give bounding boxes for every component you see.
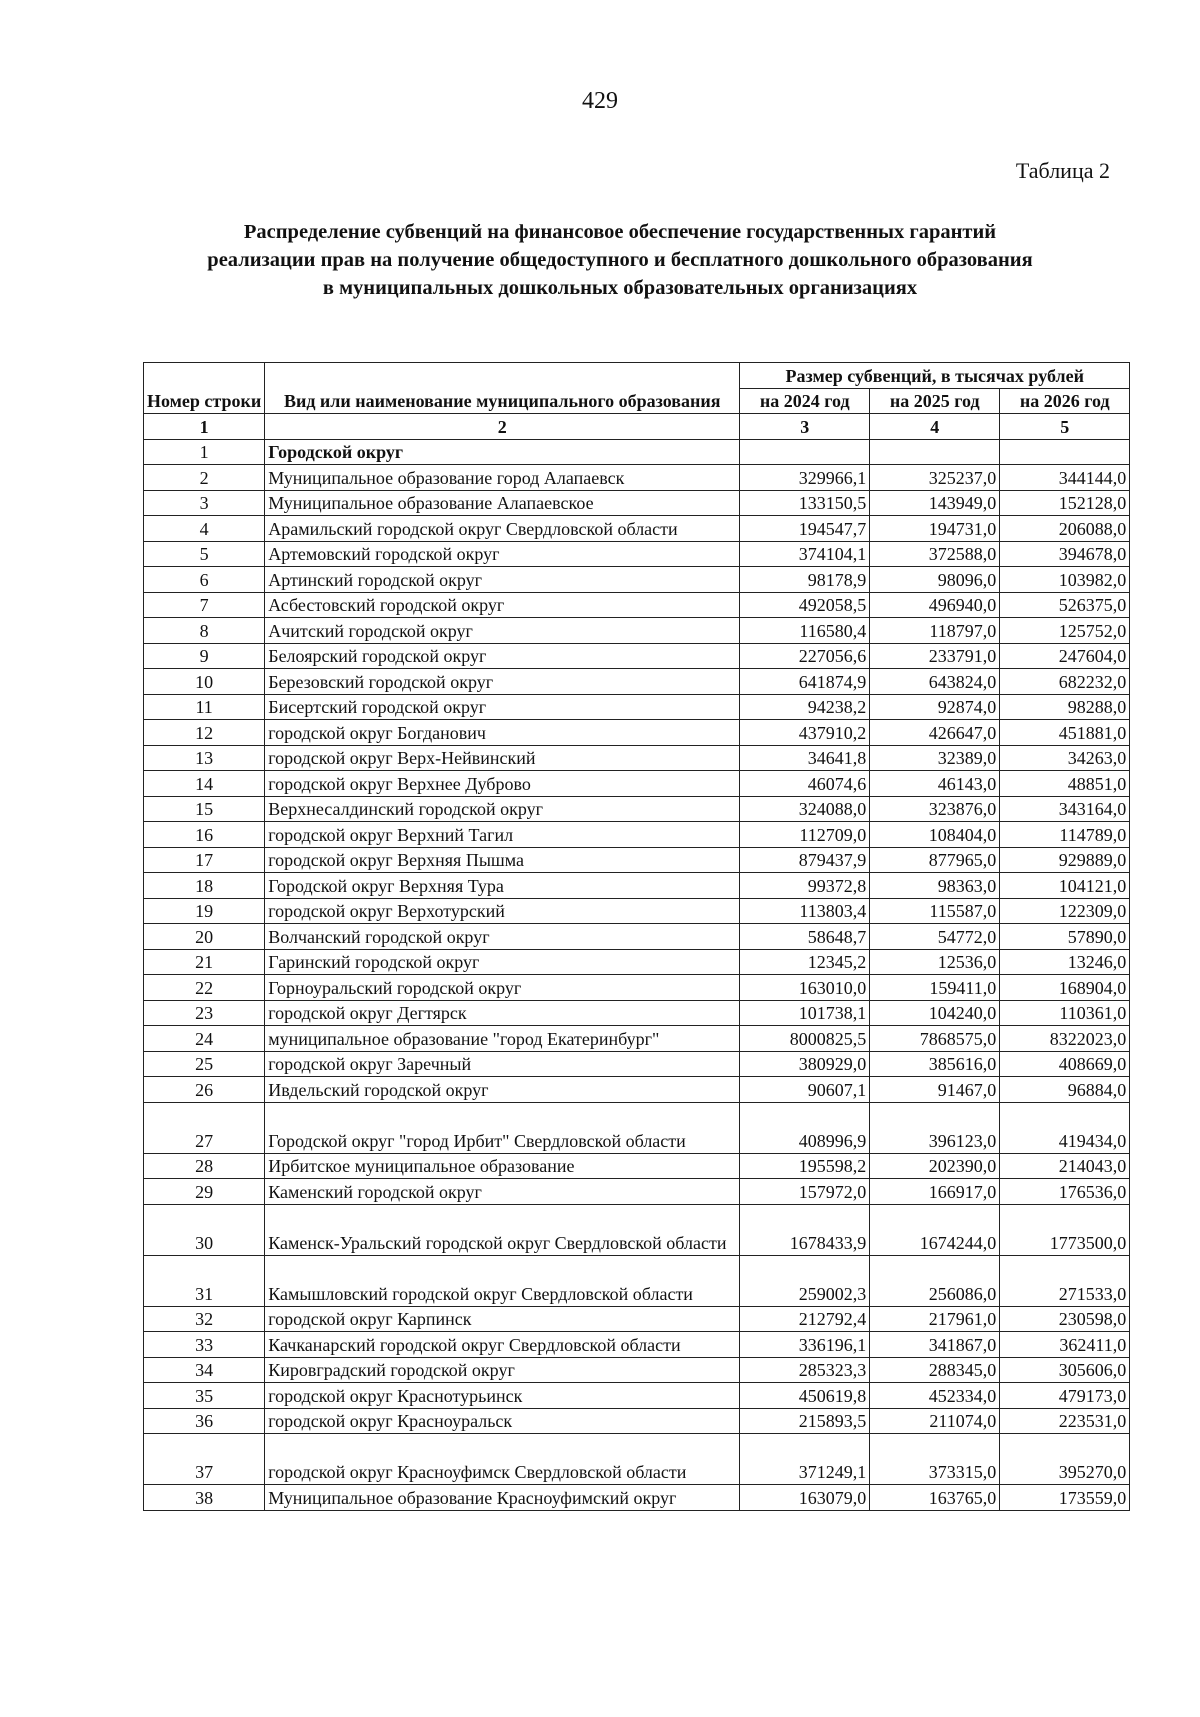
amount-2024: 408996,9 [740, 1102, 870, 1153]
municipality-name: городской округ Верхний Тагил [265, 822, 740, 848]
row-number: 10 [144, 669, 265, 695]
table-row [144, 1153, 1130, 1179]
amount-2024: 163079,0 [740, 1485, 870, 1511]
row-number: 26 [144, 1077, 265, 1103]
table-row [144, 669, 1130, 695]
row-number: 7 [144, 592, 265, 618]
table-row [144, 1306, 1130, 1332]
amount-2024: 116580,4 [740, 618, 870, 644]
amount-2024: 101738,1 [740, 1000, 870, 1026]
table-row [144, 1434, 1130, 1485]
amount-2026: 1773500,0 [1000, 1204, 1130, 1255]
amount-2025: 426647,0 [870, 720, 1000, 746]
amount-2024: 1678433,9 [740, 1204, 870, 1255]
amount-2024: 163010,0 [740, 975, 870, 1001]
amount-2026: 479173,0 [1000, 1383, 1130, 1409]
table-row [144, 1077, 1130, 1103]
municipality-name: городской округ Красноуфимск Свердловской области [265, 1434, 740, 1485]
table-row [144, 1408, 1130, 1434]
amount-2024: 212792,4 [740, 1306, 870, 1332]
municipality-name: Ачитский городской округ [265, 618, 740, 644]
amount-2025: 115587,0 [870, 898, 1000, 924]
page-number: 429 [582, 88, 618, 114]
amount-2026: 57890,0 [1000, 924, 1130, 950]
amount-2025: 372588,0 [870, 541, 1000, 567]
municipality-name: Гаринский городской округ [265, 949, 740, 975]
amount-2025: 217961,0 [870, 1306, 1000, 1332]
table-row [144, 1051, 1130, 1077]
table-row [144, 745, 1130, 771]
municipality-name: Верхнесалдинский городской округ [265, 796, 740, 822]
table-row [144, 1026, 1130, 1052]
municipality-name: Горноуральский городской округ [265, 975, 740, 1001]
amount-2025: 202390,0 [870, 1153, 1000, 1179]
amount-2024: 227056,6 [740, 643, 870, 669]
amount-2026: 343164,0 [1000, 796, 1130, 822]
row-number: 16 [144, 822, 265, 848]
row-number: 38 [144, 1485, 265, 1511]
row-number: 14 [144, 771, 265, 797]
amount-2024: 99372,8 [740, 873, 870, 899]
table-row [144, 1179, 1130, 1205]
amount-2024: 450619,8 [740, 1383, 870, 1409]
amount-2025: 166917,0 [870, 1179, 1000, 1205]
amount-2026: 122309,0 [1000, 898, 1130, 924]
row-number: 28 [144, 1153, 265, 1179]
row-number: 9 [144, 643, 265, 669]
municipality-name: Муниципальное образование город Алапаевск [265, 465, 740, 491]
amount-2026: 271533,0 [1000, 1255, 1130, 1306]
row-number: 29 [144, 1179, 265, 1205]
amount-2024: 215893,5 [740, 1408, 870, 1434]
table-row [144, 516, 1130, 542]
amount-2024: 90607,1 [740, 1077, 870, 1103]
row-number: 18 [144, 873, 265, 899]
amount-2026: 206088,0 [1000, 516, 1130, 542]
row-number: 24 [144, 1026, 265, 1052]
table-row [144, 567, 1130, 593]
row-number: 2 [144, 465, 265, 491]
header-amount: Размер субвенций, в тысячах рублей [740, 363, 1130, 389]
amount-2026: 34263,0 [1000, 745, 1130, 771]
amount-2024: 336196,1 [740, 1332, 870, 1358]
amount-2026: 305606,0 [1000, 1357, 1130, 1383]
subsidy-table [143, 362, 1130, 1511]
amount-2024: 195598,2 [740, 1153, 870, 1179]
amount-2025: 98363,0 [870, 873, 1000, 899]
amount-2025: 452334,0 [870, 1383, 1000, 1409]
amount-2024: 641874,9 [740, 669, 870, 695]
amount-2024: 437910,2 [740, 720, 870, 746]
municipality-name: городской округ Краснотурьинск [265, 1383, 740, 1409]
table-row [144, 1357, 1130, 1383]
amount-2026: 223531,0 [1000, 1408, 1130, 1434]
amount-2024: 329966,1 [740, 465, 870, 491]
amount-2026: 8322023,0 [1000, 1026, 1130, 1052]
municipality-name: городской округ Верхняя Пышма [265, 847, 740, 873]
amount-2025: 211074,0 [870, 1408, 1000, 1434]
row-number: 30 [144, 1204, 265, 1255]
amount-2024: 98178,9 [740, 567, 870, 593]
table-row [144, 465, 1130, 491]
row-number: 35 [144, 1383, 265, 1409]
column-number: 1 [144, 414, 265, 440]
column-number: 2 [265, 414, 740, 440]
table-row [144, 975, 1130, 1001]
table-label: Таблица 2 [1015, 158, 1110, 183]
municipality-name: Каменск-Уральский городской округ Свердловской области [265, 1204, 740, 1255]
group-row [144, 439, 1130, 465]
municipality-name: городской округ Заречный [265, 1051, 740, 1077]
row-number: 32 [144, 1306, 265, 1332]
amount-2024: 12345,2 [740, 949, 870, 975]
table-row [144, 924, 1130, 950]
table-row [144, 720, 1130, 746]
amount-2025: 325237,0 [870, 465, 1000, 491]
document-title: Распределение субвенций на финансовое обеспечение государственных гарантий реализации прав на получение общедоступного и бесплатного дошкольного образования в муниципальных дошкольных образовательных организациях [207, 221, 1033, 299]
amount-2025: 1674244,0 [870, 1204, 1000, 1255]
row-number: 22 [144, 975, 265, 1001]
amount-2024: 324088,0 [740, 796, 870, 822]
row-number: 19 [144, 898, 265, 924]
header-row-number: Номер строки [144, 363, 265, 414]
municipality-name: Муниципальное образование Красноуфимский округ [265, 1485, 740, 1511]
table-row [144, 643, 1130, 669]
table-row [144, 771, 1130, 797]
row-number: 5 [144, 541, 265, 567]
row-number: 37 [144, 1434, 265, 1485]
amount-2026: 98288,0 [1000, 694, 1130, 720]
row-number: 6 [144, 567, 265, 593]
municipality-name: Камышловский городской округ Свердловской области [265, 1255, 740, 1306]
amount-2026: 104121,0 [1000, 873, 1130, 899]
amount-2026: 48851,0 [1000, 771, 1130, 797]
amount-2024: 58648,7 [740, 924, 870, 950]
table-row [144, 1000, 1130, 1026]
amount-2024: 380929,0 [740, 1051, 870, 1077]
amount-2025: 323876,0 [870, 796, 1000, 822]
column-number: 5 [1000, 414, 1130, 440]
column-number-row [144, 414, 1130, 440]
amount-2026: 110361,0 [1000, 1000, 1130, 1026]
municipality-name: городской округ Красноуральск [265, 1408, 740, 1434]
row-number: 13 [144, 745, 265, 771]
municipality-name: городской округ Верх-Нейвинский [265, 745, 740, 771]
table-row [144, 949, 1130, 975]
row-number: 31 [144, 1255, 265, 1306]
row-number: 25 [144, 1051, 265, 1077]
amount-2025: 256086,0 [870, 1255, 1000, 1306]
table-row [144, 618, 1130, 644]
amount-2026: 395270,0 [1000, 1434, 1130, 1485]
amount-2024: 46074,6 [740, 771, 870, 797]
table-row [144, 1204, 1130, 1255]
municipality-name: городской округ Верхотурский [265, 898, 740, 924]
amount-2025: 877965,0 [870, 847, 1000, 873]
amount-2026: 176536,0 [1000, 1179, 1130, 1205]
amount-2024: 492058,5 [740, 592, 870, 618]
amount-2024: 34641,8 [740, 745, 870, 771]
group-name: Городской округ [265, 439, 740, 465]
amount-2025: 341867,0 [870, 1332, 1000, 1358]
municipality-name: Качканарский городской округ Свердловской области [265, 1332, 740, 1358]
row-number: 8 [144, 618, 265, 644]
table-row [144, 898, 1130, 924]
amount-2026: 394678,0 [1000, 541, 1130, 567]
amount-2025: 373315,0 [870, 1434, 1000, 1485]
table-row [144, 1383, 1130, 1409]
amount-2024: 374104,1 [740, 541, 870, 567]
amount-2026: 419434,0 [1000, 1102, 1130, 1153]
municipality-name: Муниципальное образование Алапаевское [265, 490, 740, 516]
municipality-name: Белоярский городской округ [265, 643, 740, 669]
row-number: 34 [144, 1357, 265, 1383]
amount-2026: 173559,0 [1000, 1485, 1130, 1511]
amount-2026: 103982,0 [1000, 567, 1130, 593]
row-number: 12 [144, 720, 265, 746]
header-municipality: Вид или наименование муниципального образования [265, 363, 740, 414]
amount-2025: 288345,0 [870, 1357, 1000, 1383]
municipality-name: Березовский городской округ [265, 669, 740, 695]
amount-2026: 214043,0 [1000, 1153, 1130, 1179]
table-row [144, 822, 1130, 848]
municipality-name: Ирбитское муниципальное образование [265, 1153, 740, 1179]
amount-2026: 408669,0 [1000, 1051, 1130, 1077]
amount-2025: 385616,0 [870, 1051, 1000, 1077]
municipality-name: Городской округ "город Ирбит" Свердловской области [265, 1102, 740, 1153]
municipality-name: Городской округ Верхняя Тура [265, 873, 740, 899]
amount-2025: 7868575,0 [870, 1026, 1000, 1052]
amount-2026: 247604,0 [1000, 643, 1130, 669]
municipality-name: городской округ Богданович [265, 720, 740, 746]
amount-2025: 643824,0 [870, 669, 1000, 695]
municipality-name: Волчанский городской округ [265, 924, 740, 950]
municipality-name: Асбестовский городской округ [265, 592, 740, 618]
header-year-2026: на 2026 год [1000, 388, 1130, 414]
row-number: 1 [144, 439, 265, 465]
row-number: 20 [144, 924, 265, 950]
amount-2025: 159411,0 [870, 975, 1000, 1001]
table-row [144, 592, 1130, 618]
table-row [144, 1485, 1130, 1511]
amount-2026: 362411,0 [1000, 1332, 1130, 1358]
municipality-name: Кировградский городской округ [265, 1357, 740, 1383]
amount-2026: 168904,0 [1000, 975, 1130, 1001]
municipality-name: городской округ Верхнее Дуброво [265, 771, 740, 797]
municipality-name: городской округ Дегтярск [265, 1000, 740, 1026]
row-number: 4 [144, 516, 265, 542]
row-number: 33 [144, 1332, 265, 1358]
amount-2026: 96884,0 [1000, 1077, 1130, 1103]
amount-2025: 496940,0 [870, 592, 1000, 618]
amount-2024: 879437,9 [740, 847, 870, 873]
table-row [144, 847, 1130, 873]
row-number: 11 [144, 694, 265, 720]
amount-2024: 112709,0 [740, 822, 870, 848]
table-row [144, 541, 1130, 567]
amount-2026: 152128,0 [1000, 490, 1130, 516]
amount-2025: 194731,0 [870, 516, 1000, 542]
amount-2026: 451881,0 [1000, 720, 1130, 746]
amount-2026: 682232,0 [1000, 669, 1130, 695]
table-row [144, 796, 1130, 822]
amount-2026: 929889,0 [1000, 847, 1130, 873]
municipality-name: Артинский городской округ [265, 567, 740, 593]
municipality-name: Арамильский городской округ Свердловской области [265, 516, 740, 542]
amount-2025: 163765,0 [870, 1485, 1000, 1511]
amount-2024: 94238,2 [740, 694, 870, 720]
row-number: 23 [144, 1000, 265, 1026]
municipality-name: Артемовский городской округ [265, 541, 740, 567]
amount-2026: 230598,0 [1000, 1306, 1130, 1332]
amount-2025: 98096,0 [870, 567, 1000, 593]
row-number: 17 [144, 847, 265, 873]
amount-2024: 285323,3 [740, 1357, 870, 1383]
municipality-name: Ивдельский городской округ [265, 1077, 740, 1103]
amount-2025: 12536,0 [870, 949, 1000, 975]
table-row [144, 1332, 1130, 1358]
row-number: 21 [144, 949, 265, 975]
amount-2025: 118797,0 [870, 618, 1000, 644]
header-year-2024: на 2024 год [740, 388, 870, 414]
municipality-name: Каменский городской округ [265, 1179, 740, 1205]
table-row [144, 694, 1130, 720]
amount-2025: 46143,0 [870, 771, 1000, 797]
amount-2025: 396123,0 [870, 1102, 1000, 1153]
amount-2024: 133150,5 [740, 490, 870, 516]
table-row [144, 873, 1130, 899]
amount-2024: 371249,1 [740, 1434, 870, 1485]
table-row [144, 490, 1130, 516]
amount-2026: 344144,0 [1000, 465, 1130, 491]
amount-2024: 157972,0 [740, 1179, 870, 1205]
amount-2024: 194547,7 [740, 516, 870, 542]
amount-2024: 113803,4 [740, 898, 870, 924]
amount-2026: 114789,0 [1000, 822, 1130, 848]
header-year-2025: на 2025 год [870, 388, 1000, 414]
amount-2025: 92874,0 [870, 694, 1000, 720]
amount-2025: 104240,0 [870, 1000, 1000, 1026]
amount-2026: 13246,0 [1000, 949, 1130, 975]
municipality-name: муниципальное образование "город Екатеринбург" [265, 1026, 740, 1052]
amount-2025: 54772,0 [870, 924, 1000, 950]
municipality-name: городской округ Карпинск [265, 1306, 740, 1332]
column-number: 4 [870, 414, 1000, 440]
amount-2026: 125752,0 [1000, 618, 1130, 644]
row-number: 3 [144, 490, 265, 516]
amount-2024: 8000825,5 [740, 1026, 870, 1052]
table-row [144, 1102, 1130, 1153]
municipality-name: Бисертский городской округ [265, 694, 740, 720]
amount-2025: 233791,0 [870, 643, 1000, 669]
amount-2025: 108404,0 [870, 822, 1000, 848]
amount-2024: 259002,3 [740, 1255, 870, 1306]
row-number: 36 [144, 1408, 265, 1434]
amount-2026: 526375,0 [1000, 592, 1130, 618]
column-number: 3 [740, 414, 870, 440]
amount-2025: 32389,0 [870, 745, 1000, 771]
row-number: 27 [144, 1102, 265, 1153]
row-number: 15 [144, 796, 265, 822]
amount-2025: 143949,0 [870, 490, 1000, 516]
amount-2025: 91467,0 [870, 1077, 1000, 1103]
header-row [144, 363, 1130, 389]
table-row [144, 1255, 1130, 1306]
